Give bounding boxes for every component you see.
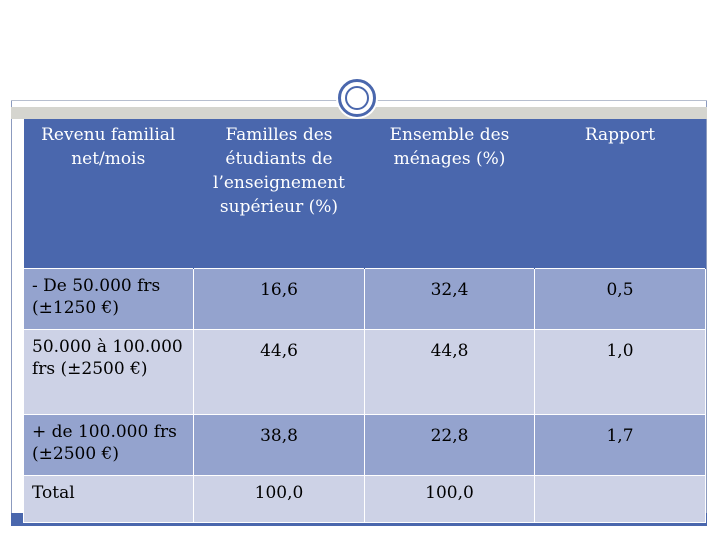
header-ensemble-menages: Ensemble des ménages (%) <box>365 119 535 269</box>
cell-rapport: 0,5 <box>535 269 706 330</box>
cell-ensemble: 44,8 <box>365 330 535 415</box>
cell-revenu: - De 50.000 frs (±1250 €) <box>24 269 194 330</box>
table-row <box>24 330 706 415</box>
cell-rapport: 1,7 <box>535 415 706 476</box>
table-row <box>24 269 706 330</box>
cell-familles: 44,6 <box>194 330 365 415</box>
table-header-row <box>24 119 706 269</box>
cell-ensemble: 100,0 <box>365 476 535 523</box>
cell-familles: 100,0 <box>194 476 365 523</box>
cell-ensemble: 32,4 <box>365 269 535 330</box>
cell-rapport <box>535 476 706 523</box>
table-row <box>24 415 706 476</box>
cell-revenu: Total <box>24 476 194 523</box>
cell-familles: 38,8 <box>194 415 365 476</box>
cell-revenu: + de 100.000 frs (±2500 €) <box>24 415 194 476</box>
cell-rapport: 1,0 <box>535 330 706 415</box>
income-table <box>23 119 706 523</box>
table-row-total <box>24 476 706 523</box>
decorative-circle-inner <box>345 86 369 110</box>
header-rapport: Rapport <box>535 119 706 269</box>
cell-revenu: 50.000 à 100.000 frs (±2500 €) <box>24 330 194 415</box>
header-familles-etudiants: Familles des étudiants de l’enseignement supérieur (%) <box>194 119 365 269</box>
cell-ensemble: 22,8 <box>365 415 535 476</box>
header-revenu: Revenu familial net/mois <box>24 119 194 269</box>
cell-familles: 16,6 <box>194 269 365 330</box>
decorative-circle-icon <box>338 79 376 117</box>
